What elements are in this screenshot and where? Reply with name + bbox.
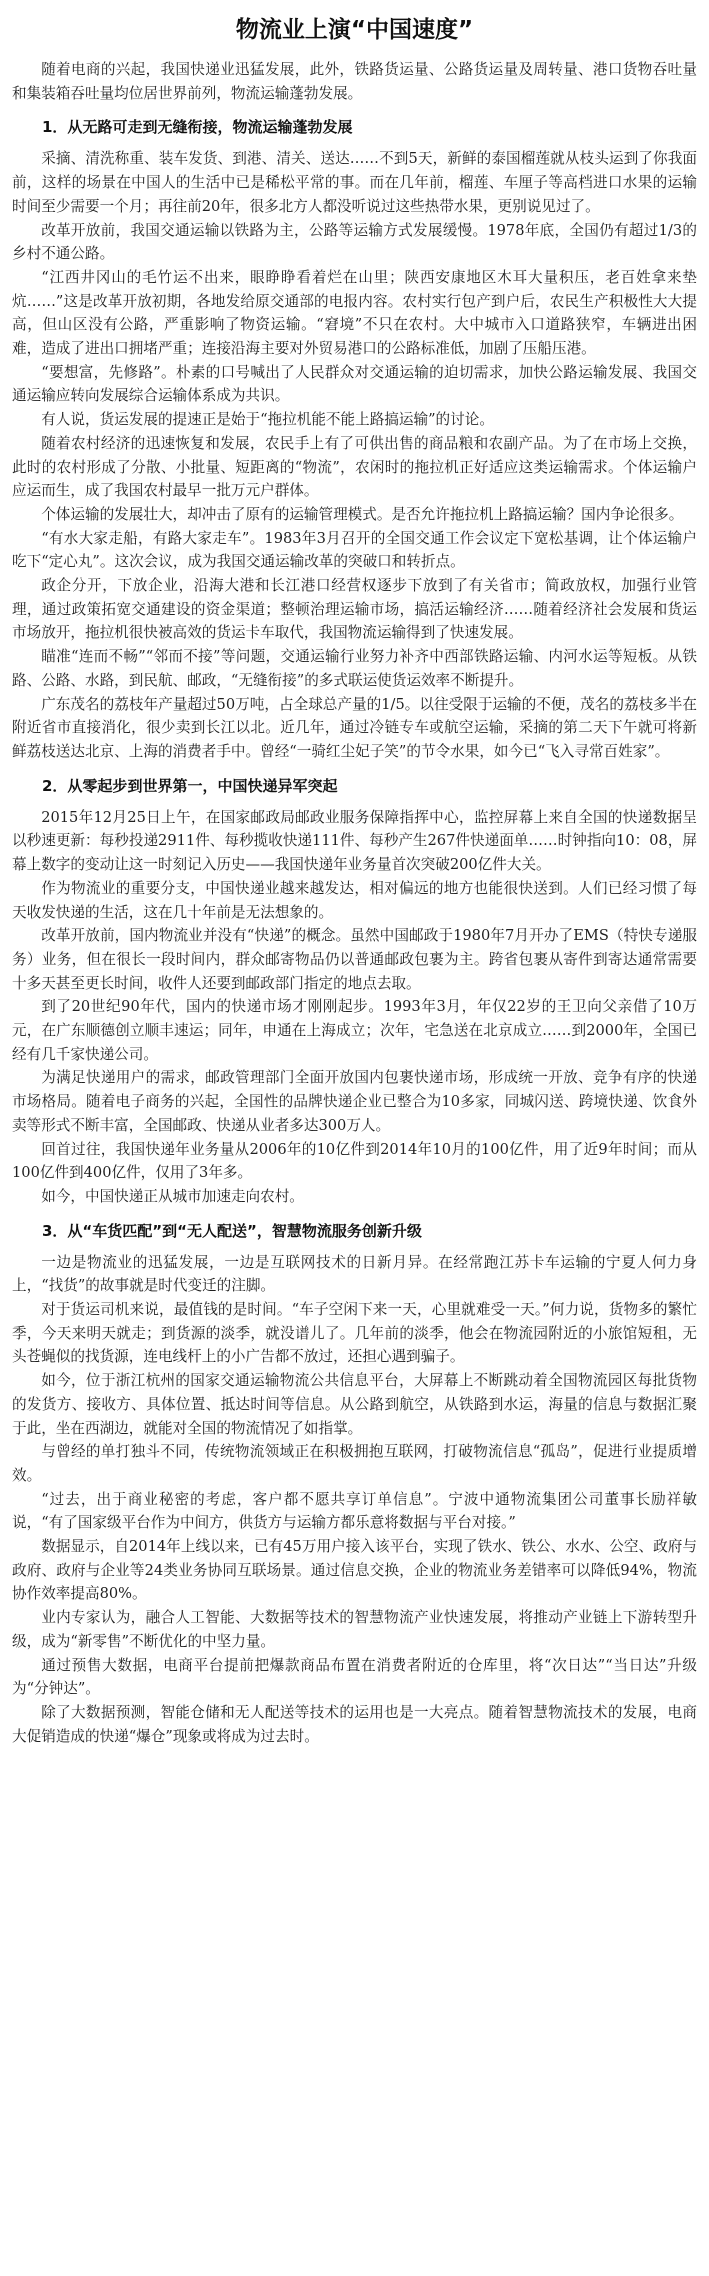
paragraph: 为满足快递用户的需求，邮政管理部门全面开放国内包裹快递市场，形成统一开放、竞争有序的快递市场格局。随着电子商务的兴起，全国性的品牌快递企业已整合为10多家，同城闪送、跨境快递、饮食外卖等形式不断丰富，全国邮政、快递从业者多达300万人。	[12, 1069, 697, 1134]
paragraph: 有人说，货运发展的提速正是始于“拖拉机能不能上路搞运输”的讨论。	[41, 411, 494, 429]
paragraph: 与曾经的单打独斗不同，传统物流领域正在积极拥抱互联网，打破物流信息“孤岛”，促进行业提质增效。	[12, 1443, 697, 1484]
paragraph: 到了20世纪90年代，国内的快递市场才刚刚起步。1993年3月，年仅22岁的王卫向父亲借了10万元，在广东顺德创立顺丰速运；同年，申通在上海成立；次年，宅急送在北京成立……到2000年，全国已经有几千家快递公司。	[12, 998, 697, 1063]
section-heading: 1．从无路可走到无缝衔接，物流运输蓬勃发展	[42, 118, 353, 137]
paragraph: 随着农村经济的迅速恢复和发展，农民手上有了可供出售的商品粮和农副产品。为了在市场上交换，此时的农村形成了分散、小批量、短距离的“物流”，农闲时的拖拉机正好适应这类运输需求。个体运输户应运而生，成了我国农村最早一批万元户群体。	[12, 434, 697, 500]
paragraph: “江西井冈山的毛竹运不出来，眼睁睁看着烂在山里；陕西安康地区木耳大量积压，老百姓拿来垫炕……”这是改革开放初期，各地发给原交通部的电报内容。农村实行包产到户后，农民生产积极性大大提高，但山区没有公路，严重影响了物资运输。“窘境”不只在农村。大中城市入口道路狭窄，车辆进出困难，造成了进出口拥堵严重；连接沿海主要对外贸易港口的公路标准低，加剧了压船压港。	[12, 268, 697, 358]
section-1	[12, 115, 697, 763]
paragraph: “过去，出于商业秘密的考虑，客户都不愿共享订单信息”。宁波中通物流集团公司董事长励祥敏说，“有了国家级平台作为中间方，供货方与运输方都乐意将数据与平台对接。”	[12, 1490, 697, 1532]
section-heading: 2．从零起步到世界第一，中国快递异军突起	[42, 776, 338, 795]
paragraph: 改革开放前，我国交通运输以铁路为主，公路等运输方式发展缓慢。1978年底，全国仍有超过1/3的乡村不通公路。	[12, 221, 697, 263]
paragraph: 业内专家认为，融合人工智能、大数据等技术的智慧物流产业快速发展，将推动产业链上下游转型升级，成为“新零售”不断优化的中坚力量。	[12, 1609, 697, 1650]
paragraph: “要想富，先修路”。朴素的口号喊出了人民群众对交通运输的迫切需求，加快公路运输发展、我国交通运输应转向发展综合运输体系成为共识。	[12, 363, 697, 405]
paragraph: “有水大家走船，有路大家走车”。1983年3月召开的全国交通工作会议定下宽松基调，让个体运输户吃下“定心丸”。这次会议，成为我国交通运输改革的突破口和转折点。	[12, 529, 697, 571]
paragraph: 作为物流业的重要分支，中国快递业越来越发达，相对偏远的地方也能很快送到。人们已经习惯了每天收发快递的生活，这在几十年前是无法想象的。	[12, 879, 697, 921]
section-3	[12, 1219, 697, 1749]
paragraph: 一边是物流业的迅猛发展，一边是互联网技术的日新月异。在经常跑江苏卡车运输的宁夏人何力身上，“找货”的故事就是时代变迁的注脚。	[12, 1253, 697, 1295]
paragraph: 除了大数据预测，智能仓储和无人配送等技术的运用也是一大亮点。随着智慧物流技术的发展，电商大促销造成的快递“爆仓”现象或将成为过去时。	[12, 1704, 697, 1745]
paragraph: 采摘、清洗称重、装车发货、到港、清关、送达……不到5天，新鲜的泰国榴莲就从枝头运到了你我面前，这样的场景在中国人的生活中已是稀松平常的事。而在几年前，榴莲、车厘子等高档进口水果的运输时间至少需要一个月；再往前20年，很多北方人都没听说过这些热带水果，更别说见过了。	[12, 150, 697, 215]
paragraph: 如今，中国快递正从城市加速走向农村。	[41, 1187, 304, 1205]
section-2	[12, 774, 697, 1209]
article-title: 物流业上演“中国速度”	[235, 17, 474, 43]
paragraph: 广东茂名的荔枝年产量超过50万吨，占全球总产量的1/5。以往受限于运输的不便，茂名的荔枝多半在附近省市直接消化，很少卖到长江以北。近几年，通过冷链专车或航空运输，采摘的第二天下午就可将新鲜荔枝送达北京、上海的消费者手中。曾经“一骑红尘妃子笑”的节令水果，如今已“飞入寻常百姓家”。	[12, 695, 697, 760]
paragraph: 数据显示，自2014年上线以来，已有45万用户接入该平台，实现了铁水、铁公、水水、公空、政府与政府、政府与企业等24类业务协同互联场景。通过信息交换，企业的物流业务差错率可以降低94%，物流协作效率提高80%。	[12, 1538, 697, 1603]
section-heading: 3．从“车货匹配”到“无人配送”，智慧物流服务创新升级	[42, 1221, 422, 1240]
paragraph: 政企分开，下放企业，沿海大港和长江港口经营权逐步下放到了有关省市；简政放权，加强行业管理，通过政策拓宽交通建设的资金渠道；整顿治理运输市场，搞活运输经济……随着经济社会发展和货运市场放开，拖拉机很快被高效的货运卡车取代，我国物流运输得到了快速发展。	[12, 577, 697, 642]
paragraph: 对于货运司机来说，最值钱的是时间。“车子空闲下来一天，心里就难受一天。”何力说，货物多的繁忙季，今天来明天就走；到货源的淡季，就没谱儿了。几年前的淡季，他会在物流园附近的小旅馆短租，无头苍蝇似的找货源，连电线杆上的小广告都不放过，还担心遇到骗子。	[12, 1301, 697, 1366]
paragraph: 瞄准“连而不畅”“邻而不接”等问题，交通运输行业努力补齐中西部铁路运输、内河水运等短板。从铁路、公路、水路，到民航、邮政，“无缝衔接”的多式联运使货运效率不断提升。	[12, 648, 697, 689]
paragraph: 回首过往，我国快递年业务量从2006年的10亿件到2014年10月的100亿件，用了近9年时间；而从100亿件到400亿件，仅用了3年多。	[12, 1140, 697, 1182]
paragraph: 改革开放前，国内物流业并没有“快递”的概念。虽然中国邮政于1980年7月开办了EMS（特快专递服务）业务，但在很长一段时间内，群众邮寄物品仍以普通邮政包裹为主。跨省包裹从寄件到寄达通常需要十多天甚至更长时间，收件人还要到邮政部门指定的地点去取。	[12, 927, 697, 992]
paragraph: 2015年12月25日上午，在国家邮政局邮政业服务保障指挥中心，监控屏幕上来自全国的快递数据呈以秒速更新：每秒投递2911件、每秒揽收快递111件、每秒产生267件快递面单……时钟指向10：08，屏幕上数字的变动让这一时刻记入历史——我国快递年业务量首次突破200亿件大关。	[12, 808, 697, 874]
intro-paragraph: 随着电商的兴起，我国快递业迅猛发展，此外，铁路货运量、公路货运量及周转量、港口货物吞吐量和集装箱吞吐量均位居世界前列，物流运输蓬勃发展。	[12, 61, 697, 102]
paragraph: 通过预售大数据，电商平台提前把爆款商品布置在消费者附近的仓库里，将“次日达”“当日达”升级为“分钟达”。	[12, 1656, 697, 1698]
paragraph: 个体运输的发展壮大，却冲击了原有的运输管理模式。是否允许拖拉机上路搞运输？国内争论很多。	[41, 505, 684, 523]
paragraph: 如今，位于浙江杭州的国家交通运输物流公共信息平台，大屏幕上不断跳动着全国物流园区每批货物的发货方、接收方、具体位置、抵达时间等信息。从公路到航空，从铁路到水运，海量的信息与数据汇聚于此，坐在西湖边，就能对全国的物流情况了如指掌。	[12, 1372, 697, 1437]
